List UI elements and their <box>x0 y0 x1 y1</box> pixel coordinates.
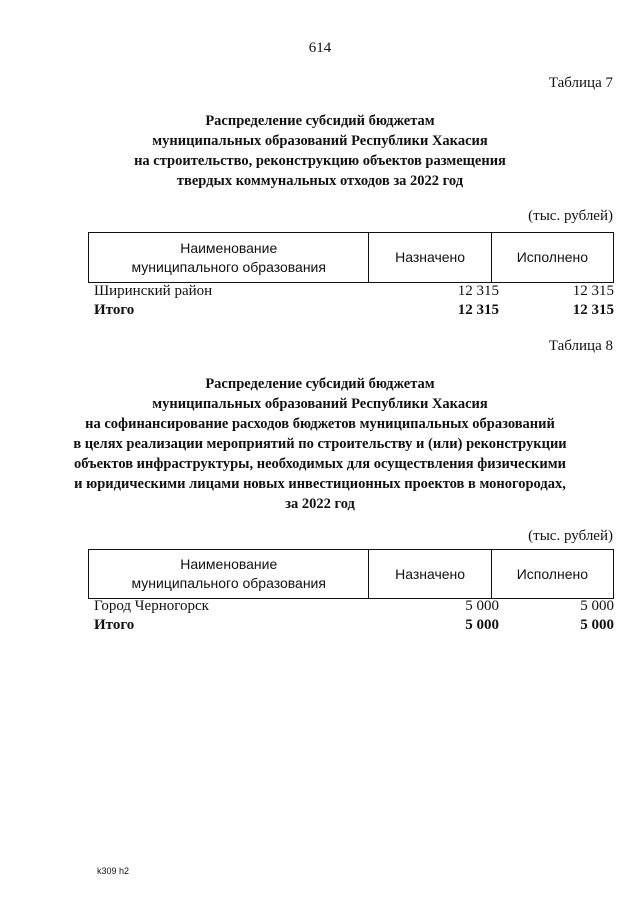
total-name: Итого <box>94 617 135 633</box>
column-header-name <box>89 233 369 283</box>
column-header-assigned: Назначено <box>369 233 491 283</box>
row-executed: 5 000 <box>580 598 614 614</box>
total-assigned: 12 315 <box>457 302 499 318</box>
row-assigned: 12 315 <box>457 283 499 299</box>
table-7-title <box>0 111 640 191</box>
column-header-name <box>89 550 369 599</box>
table-row <box>94 597 614 616</box>
total-name: Итого <box>94 302 135 318</box>
row-assigned: 5 000 <box>465 598 499 614</box>
row-name: Город Черногорск <box>94 598 209 614</box>
table-row <box>94 282 614 301</box>
total-assigned: 5 000 <box>465 617 499 633</box>
table-7-units: (тыс. рублей) <box>528 208 613 224</box>
column-header-executed: Исполнено <box>491 550 613 599</box>
table-7-header <box>88 232 614 283</box>
title-line: муниципальных образований Республики Хакасия <box>152 133 488 149</box>
table-8-units: (тыс. рублей) <box>528 528 613 544</box>
table-8-body <box>94 597 614 635</box>
page-number: 614 <box>308 40 332 56</box>
table-7-body <box>94 282 614 320</box>
total-row <box>94 616 614 635</box>
title-line: Распределение субсидий бюджетам <box>205 376 435 392</box>
title-line: на софинансирование расходов бюджетов муниципальных образований <box>85 416 555 432</box>
footer-code: k309 h2 <box>97 866 130 876</box>
table-7-label: Таблица 7 <box>548 75 613 91</box>
total-row <box>94 301 614 320</box>
title-line: за 2022 год <box>285 496 355 512</box>
column-header-executed: Исполнено <box>491 233 613 283</box>
title-line: и юридическими лицами новых инвестиционных проектов в моногородах, <box>74 476 566 492</box>
table-8-header <box>88 549 614 599</box>
title-line: на строительство, реконструкцию объектов размещения <box>134 153 506 169</box>
table-8-title <box>0 374 640 514</box>
title-line: объектов инфраструктуры, необходимых для осуществления физическими <box>74 456 566 472</box>
header-name-line2: муниципального образования <box>131 575 326 591</box>
row-executed: 12 315 <box>572 283 614 299</box>
title-line: твердых коммунальных отходов за 2022 год <box>176 173 464 189</box>
header-name-line1: Наименование <box>180 556 278 572</box>
total-executed: 5 000 <box>580 617 614 633</box>
title-line: Распределение субсидий бюджетам <box>205 113 435 129</box>
header-name-line2: муниципального образования <box>131 258 326 275</box>
header-name-line1: Наименование <box>180 239 278 256</box>
column-header-assigned: Назначено <box>369 550 491 599</box>
table-8-label: Таблица 8 <box>548 338 613 354</box>
row-name: Ширинский район <box>94 283 213 299</box>
title-line: в целях реализации мероприятий по строительству и (или) реконструкции <box>73 436 567 452</box>
title-line: муниципальных образований Республики Хакасия <box>152 396 488 412</box>
total-executed: 12 315 <box>572 302 614 318</box>
